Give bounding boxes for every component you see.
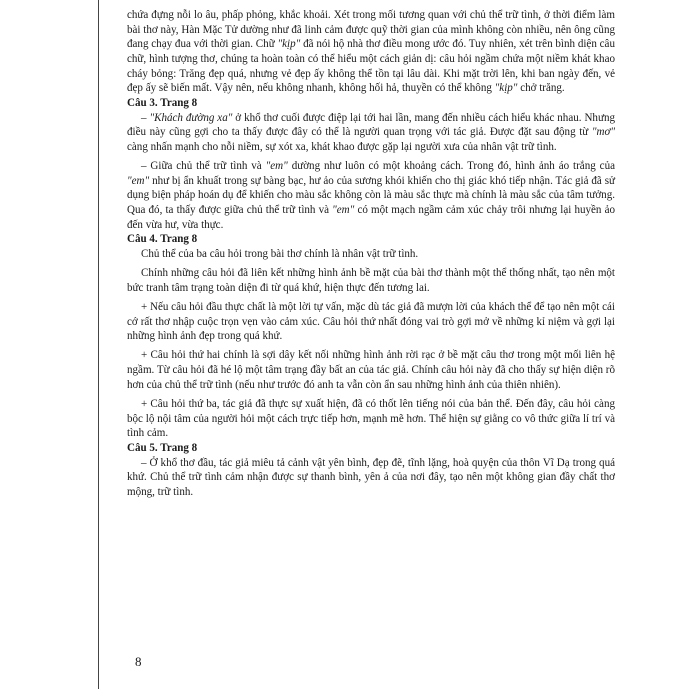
section-heading-label: Câu 5. <box>127 441 158 454</box>
text-run: – <box>141 111 150 124</box>
section-paragraph <box>127 348 615 392</box>
page-number: 8 <box>135 654 142 669</box>
text-run: như bị ẩn khuất trong sự bàng bạc, hư ảo của sương khói khiến cho thị giác khó tiếp nhận. Tác giả đã sử dụng biện pháp hoán dụ để khiến cho màu sắc không còn là màu sắc thực mà chính là màu sắc của tâm tưởng. Qua đó, ta thấy được giữa chủ thể trữ tình và <box>127 174 615 217</box>
book-page <box>98 0 644 689</box>
section-heading-page: Trang 8 <box>157 441 198 454</box>
italic-text: "mơ" <box>591 126 615 139</box>
text-run: chở trăng. <box>517 82 565 95</box>
italic-text: "kịp" <box>494 82 518 95</box>
italic-text: "em" <box>127 174 150 187</box>
section-paragraph <box>127 159 615 232</box>
text-run: – Ở khổ thơ đầu, tác giả miêu tả cảnh vật yên bình, đẹp đẽ, tĩnh lặng, hoà quyện của thôn Vĩ Dạ trong quá khứ. Chủ thể trữ tình cảm nhận được sự thanh bình, yên ả của nơi đây, tạo nên một không gian đầy chất thơ mộng, trữ tình. <box>127 456 615 498</box>
text-run: càng nhấn mạnh cho nỗi niềm, sự xót xa, khát khao được gặp lại người xưa của nhân vật trữ tình. <box>127 140 557 153</box>
text-run: Chủ thể của ba câu hỏi trong bài thơ chính là nhân vật trữ tình. <box>141 248 419 260</box>
italic-text: "kịp" <box>277 38 301 51</box>
section-paragraph <box>127 247 615 262</box>
section-heading-label: Câu 3. <box>127 96 158 109</box>
italic-text: "em" <box>265 160 288 173</box>
text-run: – Giữa chủ thể trữ tình và <box>141 160 266 173</box>
text-run: + Câu hỏi thứ ba, tác giả đã thực sự xuất hiện, đã có thốt lên tiếng nói của bản thể. Đến đây, câu hỏi càng bộc lộ nội tâm của người hỏi một cách trực tiếp hơn, mạnh mẽ hơn. Thể hiện sự giằng co vô thức giữa lí trí và tình cảm. <box>127 397 615 440</box>
text-run: đã nói hộ nhà thơ điều mong ước đó. Tuy nhiên, xét trên bình diện câu chữ, hình tượng thơ, chúng ta hoàn toàn có thể hiểu một cách giản dị: câu hỏi ngầm chứa một niềm khát khao cháy bỏng: Trăng đẹp quá, nhưng vẻ đẹp ấy không thể tồn tại lâu dài. Khi mặt trời lên, khi ban ngày đến, vẻ đẹp ấy sẽ biến mất. Vậy nên, nếu không nhanh, không hối hả, thuyền có thể không <box>127 38 615 95</box>
section-paragraph <box>127 266 615 295</box>
page-content <box>127 8 615 500</box>
section-heading <box>127 96 615 111</box>
text-run: + Câu hỏi thứ hai chính là sợi dây kết nối những hình ảnh rời rạc ở bề mặt câu thơ trong một mối liên hệ ngầm. Từ câu hỏi đã hé lộ một tâm trạng đầy bất an của tác giả. Chính câu hỏi này đã cho thấy sự hiện diện rõ hơn của chủ thể trữ tình (nếu như trước đó anh ta vẫn còn ẩn sau những hình ảnh của thiên nhiên). <box>127 349 615 391</box>
intro-paragraph <box>127 8 615 96</box>
section-paragraph <box>127 397 615 441</box>
section-paragraph <box>127 456 615 500</box>
italic-text: "em" <box>332 204 355 217</box>
italic-text: "Khách đường xa" <box>149 111 233 124</box>
section-heading-page: Trang 8 <box>157 233 198 246</box>
text-run: + Nếu câu hỏi đầu thực chất là một lời tự vấn, mặc dù tác giả đã mượn lời của khách thể để tạo nên một cái cớ rất thơ nhập cuộc trọn vẹn vào cảm xúc. Câu hỏi thứ nhất đóng vai trò gợi mở về những kỉ niệm và gợi lại những hình ảnh đẹp trong quá khứ. <box>127 300 615 343</box>
text-run: dường như luôn có một khoảng cách. Trong đó, hình ảnh áo trắng của <box>287 160 615 173</box>
section-paragraph <box>127 300 615 344</box>
section-heading <box>127 232 615 247</box>
text-run: ở khổ thơ cuối được điệp lại tới hai lần, mang đến nhiều cách hiểu khác nhau. Nhưng điều này cũng gợi cho ta thấy được đây có thể là người quan trọng với tác giả. Được đặt sau động từ <box>127 111 615 139</box>
text-run: Chính những câu hỏi đã liên kết những hình ảnh bề mặt của bài thơ thành một thể thống nhất, tạo nên một bức tranh tâm trạng toàn diện đi từ quá khứ, hiện thực đến tương lai. <box>127 267 615 294</box>
section-heading <box>127 441 615 456</box>
section-heading-label: Câu 4. <box>127 233 158 246</box>
sections-container <box>127 96 615 500</box>
section-heading-page: Trang 8 <box>157 96 198 109</box>
text-run: có một mạch ngầm cảm xúc chảy trôi nhưng lại huyền ảo đến vừa hư, vừa thực. <box>127 204 615 231</box>
section-paragraph <box>127 111 615 155</box>
text-run: chứa đựng nỗi lo âu, phấp phỏng, khắc khoải. Xét trong mối tương quan với chủ thể trữ tình, ở thời điểm làm bài thơ này, Hàn Mặc Tử dường như đã linh cảm được quỹ thời gian của mình không còn nhiều, nên ông cũng đang chạy đua với thời gian. Chữ <box>127 9 615 51</box>
